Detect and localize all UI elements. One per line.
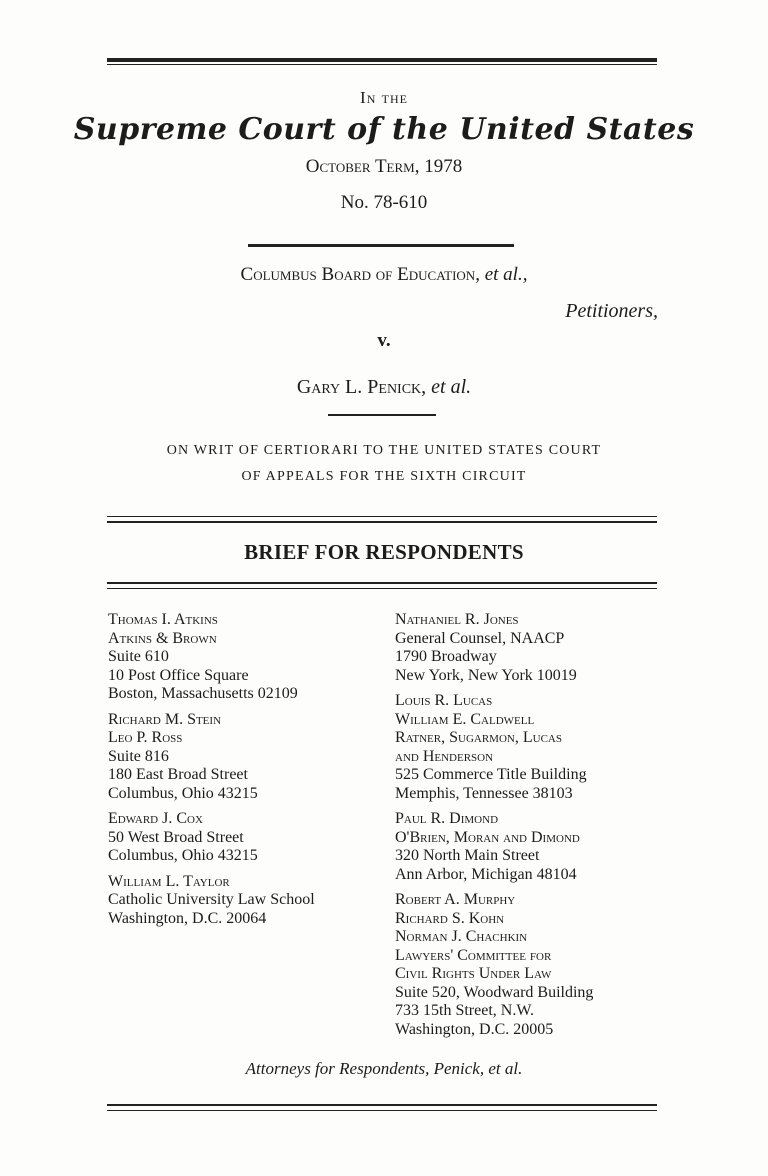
counsel-name-line: Nathaniel R. Jones <box>395 611 519 628</box>
counsel-address-line: 10 Post Office Square <box>108 666 249 684</box>
term-heading: October Term, 1978 <box>305 156 463 177</box>
counsel-name-line: William E. Caldwell <box>395 710 535 728</box>
divider-rule <box>248 244 514 247</box>
counsel-name-line: Edward J. Cox <box>108 810 203 827</box>
counsel-name-line: Civil Rights Under Law <box>395 965 552 982</box>
docket-number: No. 78-610 <box>340 192 428 213</box>
counsel-name-line: Lawyers' Committee for <box>395 946 552 964</box>
counsel-address-line: Suite 816 <box>108 747 169 765</box>
respondent-name: Gary L. Penick, <box>296 376 427 398</box>
counsel-block <box>395 611 670 685</box>
counsel-block <box>108 873 393 929</box>
counsel-block <box>395 891 670 1039</box>
counsel-address-line: General Counsel, NAACP <box>395 629 565 647</box>
counsel-address-line: 733 15th Street, N.W. <box>395 1002 534 1019</box>
writ-line-2: OF APPEALS FOR THE SIXTH CIRCUIT <box>241 469 527 484</box>
bottom-rule-thin <box>107 1110 657 1111</box>
counsel-address-line: New York, New York 10019 <box>395 666 577 684</box>
section-rule-thick <box>107 521 657 523</box>
respondent-line <box>0 376 768 399</box>
counsel-name-line: Leo P. Ross <box>108 729 183 746</box>
counsel-right-column <box>395 611 670 1046</box>
counsel-address-line: 180 East Broad Street <box>108 766 248 783</box>
respondent-etal: et al. <box>431 376 472 398</box>
counsel-name-line: Atkins & Brown <box>108 629 217 647</box>
counsel-address-line: Memphis, Tennessee 38103 <box>395 784 573 802</box>
petitioner-etal: et al., <box>484 264 528 285</box>
counsel-address-line: 525 Commerce Title Building <box>395 766 587 783</box>
versus: v. <box>377 330 391 351</box>
petitioner-name: Columbus Board of Education, <box>240 264 480 285</box>
in-the-heading: In the <box>360 88 408 107</box>
counsel-name-line: Paul R. Dimond <box>395 810 499 827</box>
divider-rule-short <box>328 414 436 416</box>
counsel-block <box>395 692 670 803</box>
counsel-rule-thin <box>107 588 657 589</box>
counsel-address-line: Catholic University Law School <box>108 891 315 908</box>
counsel-address-line: 50 West Broad Street <box>108 828 244 846</box>
attorneys-for: Attorneys for Respondents, Penick, et al. <box>245 1059 523 1078</box>
counsel-address-line: Washington, D.C. 20005 <box>395 1020 554 1038</box>
writ-line-1: ON WRIT OF CERTIORARI TO THE UNITED STATES COURT <box>166 443 602 458</box>
counsel-name-line: O'Brien, Moran and Dimond <box>395 828 580 846</box>
counsel-address-line: Suite 610 <box>108 648 169 665</box>
counsel-name-line: Ratner, Sugarmon, Lucas <box>395 729 562 746</box>
counsel-name-line: William L. Taylor <box>108 872 230 890</box>
court-title: Supreme Court of the United States <box>73 112 695 147</box>
counsel-address-line: 1790 Broadway <box>395 648 497 665</box>
bottom-rule-thick <box>107 1104 657 1106</box>
counsel-left-column <box>108 611 393 935</box>
section-rule-thin <box>107 516 657 517</box>
counsel-address-line: Boston, Massachusetts 02109 <box>108 685 298 702</box>
counsel-block <box>395 810 670 884</box>
top-rule-thick <box>107 58 657 62</box>
counsel-address-line: 320 North Main Street <box>395 847 540 864</box>
brief-title: BRIEF FOR RESPONDENTS <box>244 540 524 564</box>
counsel-name-line: and Henderson <box>395 747 494 765</box>
counsel-block <box>108 810 393 866</box>
petitioners-label: Petitioners, <box>565 300 658 322</box>
counsel-name-line: Louis R. Lucas <box>395 692 493 709</box>
top-rule-thin <box>107 64 657 65</box>
counsel-address-line: Columbus, Ohio 43215 <box>108 847 258 864</box>
counsel-address-line: Ann Arbor, Michigan 48104 <box>395 865 577 883</box>
counsel-name-line: Richard M. Stein <box>108 710 222 728</box>
counsel-rule-thick <box>107 582 657 584</box>
counsel-address-line: Washington, D.C. 20064 <box>108 909 267 927</box>
counsel-address-line: Columbus, Ohio 43215 <box>108 784 258 802</box>
counsel-address-line: Suite 520, Woodward Building <box>395 983 594 1001</box>
counsel-name-line: Robert A. Murphy <box>395 891 516 908</box>
petitioner-line <box>0 264 768 286</box>
counsel-name-line: Thomas I. Atkins <box>108 611 218 628</box>
counsel-block <box>108 711 393 804</box>
counsel-block <box>108 611 393 704</box>
counsel-name-line: Norman J. Chachkin <box>395 928 528 945</box>
counsel-name-line: Richard S. Kohn <box>395 909 505 927</box>
